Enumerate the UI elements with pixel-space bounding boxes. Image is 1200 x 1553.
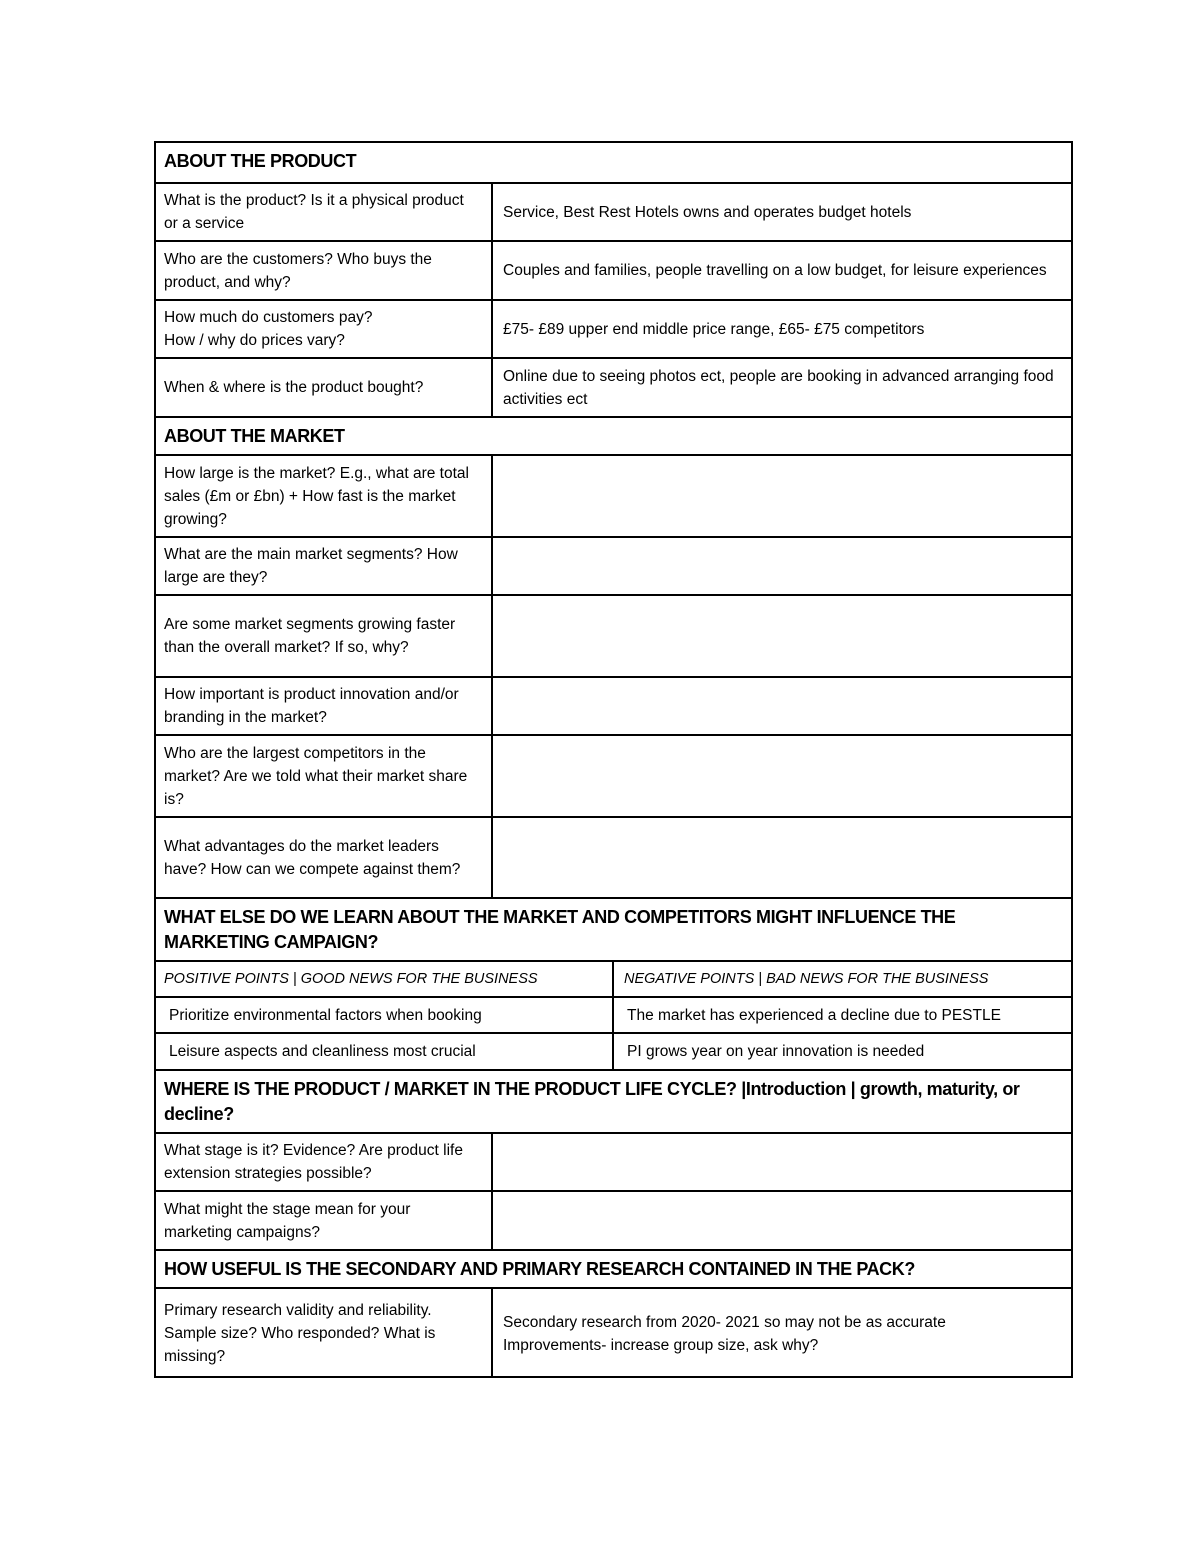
negative-point[interactable]: PI grows year on year innovation is needed <box>627 1043 925 1060</box>
table-row <box>154 536 1073 594</box>
question-cell: When & where is the product bought? <box>154 359 493 416</box>
research-section-header-row <box>154 1249 1073 1287</box>
table-row <box>154 1287 1073 1378</box>
negative-points-title: NEGATIVE POINTS | BAD NEWS FOR THE BUSINESS <box>624 970 989 987</box>
table-row <box>154 357 1073 416</box>
table-row <box>154 1132 1073 1190</box>
lifecycle-section-header-row <box>154 1069 1073 1132</box>
research-section-header: HOW USEFUL IS THE SECONDARY AND PRIMARY RESEARCH CONTAINED IN THE PACK? <box>164 1258 915 1279</box>
table-row <box>154 1190 1073 1249</box>
question-cell: Primary research validity and reliability. Sample size? Who responded? What is missing? <box>154 1289 493 1378</box>
question-cell: Who are the largest competitors in the market? Are we told what their market share is? <box>154 736 493 816</box>
answer-cell[interactable]: Couples and families, people travelling on a low budget, for leisure experiences <box>503 262 1047 279</box>
product-section-header: ABOUT THE PRODUCT <box>164 151 357 171</box>
answer-cell[interactable]: Service, Best Rest Hotels owns and operates budget hotels <box>503 203 912 221</box>
research-table <box>154 141 1073 1378</box>
positive-points-title: POSITIVE POINTS | GOOD NEWS FOR THE BUSINESS <box>154 962 614 996</box>
learn-section-header: WHAT ELSE DO WE LEARN ABOUT THE MARKET AND COMPETITORS MIGHT INFLUENCE THE MARKETING CAMPAIGN? <box>164 906 956 952</box>
product-section-header-row <box>154 141 1073 182</box>
question-cell: How much do customers pay? How / why do prices vary? <box>154 301 493 357</box>
question-cell: Are some market segments growing faster than the overall market? If so, why? <box>154 596 493 676</box>
answer-cell[interactable] <box>493 1192 1073 1249</box>
table-row <box>154 996 1073 1032</box>
learn-section-header-row <box>154 897 1073 960</box>
question-cell: What advantages do the market leaders have? How can we compete against them? <box>154 818 493 897</box>
answer-cell[interactable]: £75- £89 upper end middle price range, £65- £75 competitors <box>503 320 925 338</box>
table-row <box>154 454 1073 536</box>
question-cell: Who are the customers? Who buys the product, and why? <box>154 242 493 299</box>
table-row <box>154 1032 1073 1069</box>
table-row <box>154 240 1073 299</box>
answer-cell[interactable] <box>493 818 1073 897</box>
points-title-row <box>154 960 1073 996</box>
answer-cell[interactable]: Secondary research from 2020- 2021 so may not be as accurate Improvements- increase group size, ask why? <box>503 1313 946 1354</box>
table-row <box>154 299 1073 357</box>
answer-cell[interactable]: Online due to seeing photos ect, people are booking in advanced arranging food activities ect <box>503 367 1054 408</box>
negative-point[interactable]: The market has experienced a decline due to PESTLE <box>627 1006 1001 1024</box>
question-cell: What stage is it? Evidence? Are product life extension strategies possible? <box>154 1134 493 1190</box>
question-cell: What might the stage mean for your marketing campaigns? <box>154 1192 493 1249</box>
question-cell: How important is product innovation and/or branding in the market? <box>154 678 493 734</box>
question-cell: What is the product? Is it a physical product or a service <box>154 184 493 240</box>
table-row <box>154 734 1073 816</box>
question-cell: What are the main market segments? How large are they? <box>154 538 493 594</box>
answer-cell[interactable] <box>493 538 1073 594</box>
market-section-header-row <box>154 416 1073 454</box>
question-cell: How large is the market? E.g., what are total sales (£m or £bn) + How fast is the market growing? <box>154 456 493 536</box>
answer-cell[interactable] <box>493 456 1073 536</box>
table-row <box>154 182 1073 240</box>
table-row <box>154 816 1073 897</box>
positive-point[interactable]: Prioritize environmental factors when booking <box>154 998 614 1032</box>
answer-cell[interactable] <box>493 596 1073 676</box>
market-section-header: ABOUT THE MARKET <box>164 425 345 446</box>
lifecycle-section-header: WHERE IS THE PRODUCT / MARKET IN THE PRODUCT LIFE CYCLE? |Introduction | growth, maturity, or decline? <box>164 1078 1020 1124</box>
answer-cell[interactable] <box>493 736 1073 816</box>
table-row <box>154 676 1073 734</box>
positive-point[interactable]: Leisure aspects and cleanliness most crucial <box>154 1034 614 1069</box>
answer-cell[interactable] <box>493 1134 1073 1190</box>
answer-cell[interactable] <box>493 678 1073 734</box>
table-row <box>154 594 1073 676</box>
